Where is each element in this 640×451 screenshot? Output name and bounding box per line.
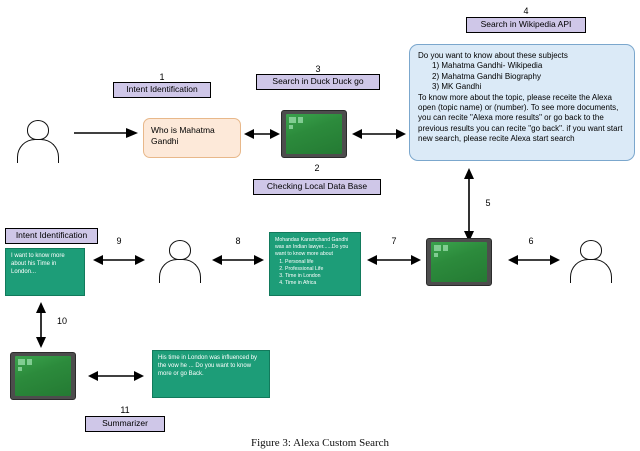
bubble-wikipedia-results bbox=[409, 44, 635, 161]
label-search-wikipedia-api: Search in Wikipedia API bbox=[466, 17, 586, 33]
wikipedia-results-item2: 2) Mahatma Gandhi Biography bbox=[432, 71, 541, 81]
step-number-6: 6 bbox=[528, 236, 534, 246]
arrow-user-3-to-followup bbox=[93, 252, 145, 268]
wikipedia-results-line2: To know more about the topic, please receite the Alexa open (topic name) or (number). To see more documents, you can recite "Alexa more results" or go back to the previous results you can recite "go back". if you want start new search, please recite Alexa start search bbox=[418, 92, 623, 144]
step-number-2: 2 bbox=[314, 163, 320, 173]
person-body bbox=[159, 259, 201, 283]
step-number-4: 4 bbox=[523, 6, 529, 16]
person-head bbox=[27, 120, 49, 140]
label-checking-local-db: Checking Local Data Base bbox=[253, 179, 381, 195]
device-screen bbox=[431, 242, 487, 282]
user-person-icon-1 bbox=[10, 120, 66, 164]
arrow-wikipedia-to-device-2 bbox=[461, 168, 477, 242]
bubble-gandhi-summary bbox=[269, 232, 361, 296]
figure-caption: Figure 3: Alexa Custom Search bbox=[250, 437, 390, 449]
step-number-8: 8 bbox=[235, 236, 241, 246]
label-intent-identification-bottom: Intent Identification bbox=[5, 228, 98, 244]
gandhi-summary-item: 2. Professional Life bbox=[285, 266, 355, 273]
wikipedia-results-item3: 3) MK Gandhi bbox=[432, 82, 482, 92]
step-number-11: 11 bbox=[120, 405, 130, 415]
step-number-9: 9 bbox=[116, 236, 122, 246]
arrow-device-2-to-summary bbox=[367, 252, 421, 268]
step-number-7: 7 bbox=[391, 236, 397, 246]
label-search-duckduckgo: Search in Duck Duck go bbox=[256, 74, 380, 90]
user-person-icon-3 bbox=[152, 240, 208, 284]
gandhi-summary-list bbox=[285, 259, 355, 286]
bubble-user-followup: I want to know more about his Time in London... bbox=[5, 248, 85, 296]
person-head bbox=[169, 240, 191, 260]
gandhi-summary-item: 3. Time in London bbox=[285, 273, 355, 280]
user-person-icon-2 bbox=[563, 240, 619, 284]
arrow-user-to-query bbox=[72, 125, 140, 141]
person-body bbox=[17, 139, 59, 163]
arrow-device-to-wikipedia bbox=[352, 126, 406, 142]
label-summarizer: Summarizer bbox=[85, 416, 165, 432]
label-intent-identification-top: Intent Identification bbox=[113, 82, 211, 98]
person-body bbox=[570, 259, 612, 283]
gandhi-summary-item: 1. Personal life bbox=[285, 259, 355, 266]
device-screen bbox=[286, 114, 342, 154]
wikipedia-results-item1: 1) Mahatma Gandhi- Wikipedia bbox=[432, 61, 543, 71]
wikipedia-results-line1: Do you want to know about these subjects bbox=[418, 51, 568, 60]
bubble-user-query: Who is Mahatma Gandhi bbox=[143, 118, 241, 158]
step-number-10: 10 bbox=[56, 316, 67, 326]
arrow-followup-to-device-3 bbox=[33, 302, 49, 348]
gandhi-summary-intro: Mohandas Karamchand Gandhi was an Indian lawyer......Do you want to know more about bbox=[275, 237, 349, 257]
device-screen bbox=[15, 356, 71, 396]
arrow-summary-to-user-3 bbox=[212, 252, 264, 268]
arrow-device-3-to-answer bbox=[88, 368, 144, 384]
step-number-1: 1 bbox=[159, 72, 165, 82]
alexa-device-3 bbox=[10, 352, 76, 400]
bubble-london-answer: His time in London was influenced by the vow he ... Do you want to know more or go Back. bbox=[152, 350, 270, 398]
step-number-5: 5 bbox=[485, 198, 491, 208]
alexa-device-1 bbox=[281, 110, 347, 158]
arrow-query-to-device-1 bbox=[244, 126, 280, 142]
arrow-user-to-device-2 bbox=[508, 252, 560, 268]
step-number-3: 3 bbox=[315, 64, 321, 74]
person-head bbox=[580, 240, 602, 260]
gandhi-summary-item: 4. Time in Africa bbox=[285, 280, 355, 287]
alexa-device-2 bbox=[426, 238, 492, 286]
